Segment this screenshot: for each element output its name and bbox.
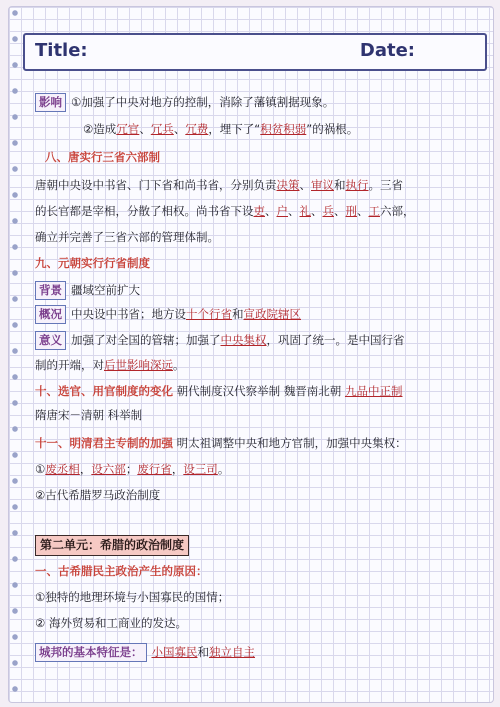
significance-label: 意义 (35, 331, 66, 350)
s11-mid-1: ， (79, 462, 92, 476)
s11-prefix: ① (35, 462, 46, 476)
section-8-heading: 八、唐实行三省六部制 (45, 150, 160, 164)
term-centralization: 中央集权 (220, 333, 267, 347)
term-far-reaching: 后世影响深远 (104, 358, 173, 372)
section-9-significance-2 (35, 357, 185, 374)
section-11-line-2 (35, 461, 229, 478)
term-small-state: 小国寡民 (151, 645, 198, 659)
feature-line (35, 643, 255, 662)
date-label: Date: (359, 40, 415, 61)
section-8-line-2-suffix: 六部， (380, 204, 415, 218)
term-abolish-chancellor: 废丞相 (45, 462, 80, 476)
influence-point-1: ①加强了中央对地方的控制，消除了藩镇割据现象。 (71, 95, 335, 109)
term-ministry-6: 工 (368, 204, 380, 218)
section-10-text-2: 魏晋南北朝 (283, 384, 342, 398)
section-9-overview (35, 305, 301, 324)
binding-holes (9, 7, 21, 702)
sig-line-2-prefix: 制的开端，对 (35, 358, 104, 372)
background-label: 背景 (35, 281, 66, 300)
section-9-background (35, 281, 140, 300)
s11-mid-2: ； (125, 462, 138, 476)
term-ministry-1: 吏 (253, 204, 265, 218)
section-11-line-3: ②古代希腊罗马政治制度 (35, 488, 161, 502)
section-8-line-1-suffix: 。三省 (368, 178, 403, 192)
unit-2-heading: 第二单元：希腊的政治制度 (35, 535, 189, 556)
term-abolish-province: 废行省 (137, 462, 172, 476)
section-10-line-1 (35, 383, 402, 400)
title-bar (23, 33, 487, 71)
section-11-heading: 十一、明清君主专制的加强 (35, 436, 173, 450)
section-10-heading: 十、选官、用官制度的变化 (35, 384, 173, 398)
reason-2: ② 海外贸易和工商业的发达。 (35, 616, 187, 630)
term-redundant-expenses: 冗费 (185, 122, 209, 136)
term-redundant-soldiers: 冗兵 (150, 122, 174, 136)
unit-2-subheading: 一、古希腊民主政治产生的原因： (35, 564, 208, 578)
background-text: 疆域空前扩大 (71, 283, 140, 297)
section-8-line-2: 的长官都是宰相，分散了相权。尚书省下设吏、户、礼、兵、刑、工六部， (35, 204, 415, 218)
term-nine-rank: 九品中正制 (344, 384, 403, 398)
influence-line-2: ②造成冗官、冗兵、冗费，埋下了“积贫积弱”的祸根。 (83, 122, 359, 136)
term-poor-weak: 积贫积弱 (260, 122, 307, 136)
section-8-line-2-prefix: 的长官都是宰相，分散了相权。尚书省下设 (35, 204, 254, 218)
title-label: Title: (35, 40, 88, 61)
section-8-line-3: 确立并完善了三省六部的管理体制。 (35, 230, 219, 244)
influence-label: 影响 (35, 93, 66, 112)
term-xuanzheng: 宣政院辖区 (243, 307, 301, 321)
term-execute: 执行 (345, 178, 369, 192)
term-independent: 独立自主 (209, 645, 255, 659)
term-ten-provinces: 十个行省 (186, 307, 232, 321)
overview-prefix: 中央设中书省；地方设 (71, 307, 186, 321)
feature-mid: 和 (197, 645, 209, 659)
s11-mid-3: ， (171, 462, 184, 476)
term-ministry-2: 户 (276, 204, 288, 218)
influence-point-2-mid: ，埋下了“ (208, 122, 261, 136)
section-11-text: 明太祖调整中央和地方官制，加强中央集权： (176, 436, 407, 450)
section-8-line-1: 唐朝中央设中书省、门下省和尚书省，分别负责决策、审议和执行。三省 (35, 178, 403, 192)
section-9-significance-1 (35, 331, 405, 350)
term-set-three-offices: 设三司 (183, 462, 218, 476)
section-10-line-2: 隋唐宋－清朝 科举制 (35, 408, 143, 422)
influence-point-2-prefix: ②造成 (83, 122, 117, 136)
influence-line-1 (35, 93, 334, 112)
term-set-six-ministries: 设六部 (91, 462, 126, 476)
sig-line-1-prefix: 加强了对全国的管辖；加强了 (71, 333, 221, 347)
term-ministry-3: 礼 (299, 204, 311, 218)
section-10-text: 朝代制度汉代察举制 (176, 384, 281, 398)
s11-suffix: 。 (217, 462, 230, 476)
notebook-page (8, 6, 494, 703)
term-review: 审议 (311, 178, 334, 192)
term-ministry-4: 兵 (322, 204, 334, 218)
term-redundant-officials: 冗官 (116, 122, 140, 136)
reason-1: ①独特的地理环境与小国寡民的国情； (35, 590, 230, 604)
term-ministry-5: 刑 (345, 204, 357, 218)
sig-line-1-suffix: ，巩固了统一。是中国行省 (266, 333, 405, 347)
section-8-line-1-prefix: 唐朝中央设中书省、门下省和尚书省，分别负责 (35, 178, 277, 192)
feature-label: 城邦的基本特征是： (35, 643, 147, 662)
section-9-heading: 九、元朝实行行省制度 (35, 256, 150, 270)
term-decision: 决策 (276, 178, 300, 192)
influence-point-2-suffix: ”的祸根。 (306, 122, 359, 136)
overview-mid: 和 (232, 307, 244, 321)
overview-label: 概况 (35, 305, 66, 324)
sig-line-2-suffix: 。 (173, 358, 185, 372)
section-11-line-1 (35, 435, 407, 452)
unit-2-heading-line (35, 535, 189, 556)
